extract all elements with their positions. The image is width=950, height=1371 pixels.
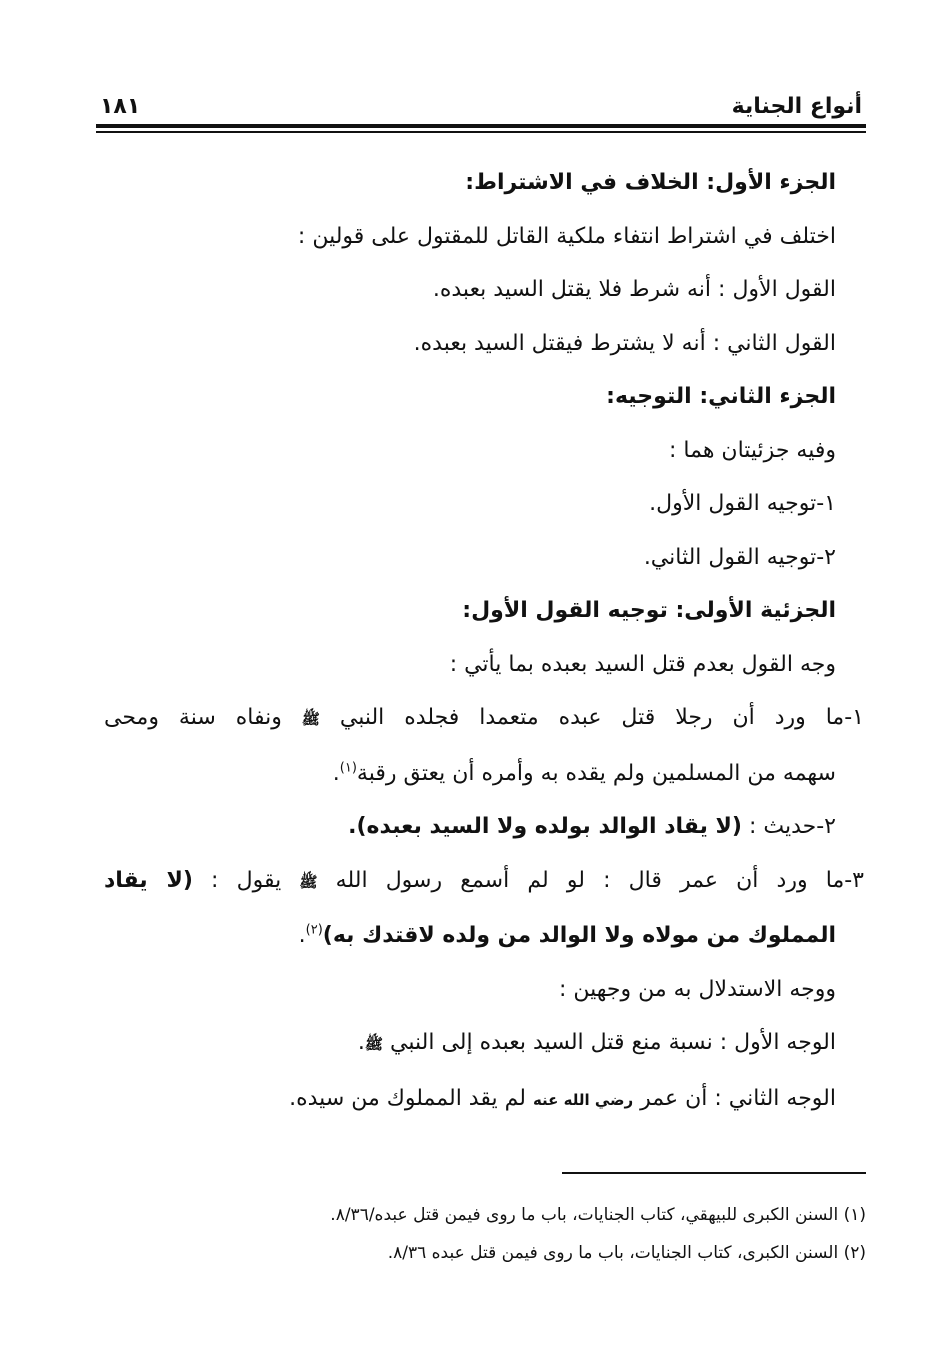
aspect-1-text: الوجه الأول : نسبة منع قتل السيد بعبده إلى النبي	[390, 1030, 836, 1055]
aspect-2	[104, 1072, 836, 1128]
honorific-companion-glyph: رضي الله عنه	[532, 1090, 634, 1109]
evidence-3-text-a: ٣-ما ورد أن عمر قال : لو لم أسمع رسول الله	[335, 867, 864, 893]
evidence-3-line-1	[104, 854, 864, 910]
list-item-1: ١-توجيه القول الأول.	[649, 491, 836, 516]
period: .	[332, 760, 340, 786]
period: .	[357, 1030, 365, 1055]
honorific-prophet-glyph: ﷺ	[301, 710, 320, 728]
main-text	[104, 156, 864, 1127]
evidence-3-quote-end: المملوك من مولاه ولا الوالد من ولده لاقتدك به)	[322, 923, 836, 948]
aspect-2-text-a: الوجه الثاني : أن عمر	[640, 1085, 836, 1111]
header-rule-thick	[96, 124, 866, 128]
footnote-1: (١) السنن الكبرى للبيهقي، كتاب الجنايات، باب ما روى فيمن قتل عبده/٨/٣٦.	[330, 1205, 866, 1225]
evidence-2-label: ٢-حديث :	[741, 814, 836, 839]
paragraph-opinion-2: القول الثاني : أنه لا يشترط فيقتل السيد بعبده.	[413, 330, 836, 356]
header-rule-thin	[96, 131, 866, 133]
evidence-3-line-2	[104, 909, 836, 963]
footnotes	[106, 1196, 866, 1272]
subsection-heading-1: الجزئية الأولى: توجيه القول الأول:	[462, 598, 836, 623]
page-number: ١٨١	[100, 94, 141, 119]
evidence-2	[104, 800, 836, 854]
footnote-2: (٢) السنن الكبرى، كتاب الجنايات، باب ما روى فيمن قتل عبده ٨/٣٦.	[387, 1243, 866, 1263]
honorific-prophet-glyph: ﷺ	[364, 1035, 384, 1053]
paragraph-reason: وجه القول بعدم قتل السيد بعبده بما يأتي :	[449, 651, 836, 677]
footnote-ref-2: (٢)	[305, 922, 323, 938]
paragraph-two-parts: وفيه جزئيتان هما :	[669, 437, 836, 463]
section-heading-part1: الجزء الأول: الخلاف في الاشتراط:	[465, 170, 836, 195]
evidence-1-line-2	[104, 747, 836, 801]
evidence-1-line-1	[104, 691, 864, 747]
footnote-separator	[562, 1172, 866, 1174]
aspect-2-text-b: لم يقد المملوك من سيده.	[289, 1085, 526, 1111]
aspect-1	[104, 1016, 836, 1072]
list-item-2: ٢-توجيه القول الثاني.	[643, 544, 836, 570]
footnote-ref-1: (١)	[339, 760, 357, 776]
paragraph-intro: اختلف في اشتراط انتفاء ملكية القاتل للمقتول على قولين :	[297, 223, 836, 249]
running-header	[96, 92, 866, 122]
evidence-2-hadith: (لا يقاد الوالد بولده ولا السيد بعبده).	[348, 814, 742, 839]
honorific-prophet-glyph: ﷺ	[299, 872, 318, 891]
period: .	[298, 923, 306, 948]
section-heading-part2: الجزء الثاني: التوجيه:	[606, 384, 836, 409]
paragraph-opinion-1: القول الأول : أنه شرط فلا يقتل السيد بعبده.	[432, 277, 836, 302]
evidence-3-text-b: يقول :	[192, 867, 282, 893]
evidence-1-text-b: ونفاه سنة ومحى	[104, 705, 282, 730]
evidence-3-quote-start: (لا يقاد	[104, 867, 193, 893]
running-title: أنواع الجناية	[731, 94, 862, 119]
paragraph-inference: ووجه الاستدلال به من وجهين :	[558, 976, 836, 1002]
evidence-1-text-a: ١-ما ورد أن رجلا قتل عبده متعمدا فجلده النبي	[339, 705, 864, 730]
evidence-1-text-c: سهمه من المسلمين ولم يقده به وأمره أن يعتق رقبة	[356, 760, 836, 786]
